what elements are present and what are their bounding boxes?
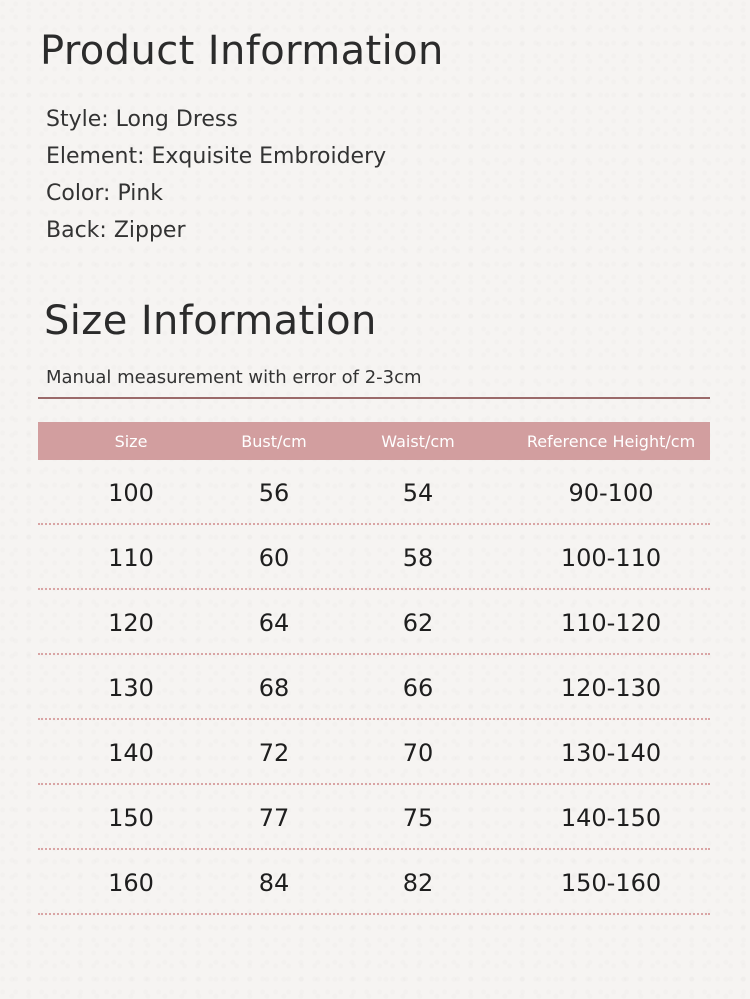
cell-bust: 56	[258, 478, 290, 507]
cell-waist: 58	[402, 543, 434, 572]
cell-bust: 72	[258, 738, 290, 767]
cell-size: 160	[108, 868, 154, 897]
section-divider	[38, 397, 710, 399]
table-row	[38, 720, 710, 785]
header-size: Size	[114, 431, 148, 451]
size-table-header	[38, 422, 710, 460]
cell-waist: 75	[402, 803, 434, 832]
product-attributes-list	[46, 101, 386, 249]
table-row	[38, 850, 710, 915]
cell-size: 140	[108, 738, 154, 767]
table-row	[38, 525, 710, 590]
table-row	[38, 785, 710, 850]
cell-waist: 66	[402, 673, 434, 702]
cell-waist: 70	[402, 738, 434, 767]
attribute-back: Back: Zipper	[46, 218, 186, 243]
cell-reference-height: 110-120	[560, 608, 662, 637]
table-row	[38, 460, 710, 525]
attribute-color: Color: Pink	[46, 181, 164, 206]
cell-waist: 54	[402, 478, 434, 507]
header-reference-height: Reference Height/cm	[526, 431, 696, 451]
cell-reference-height: 130-140	[560, 738, 662, 767]
header-bust: Bust/cm	[241, 431, 307, 451]
cell-reference-height: 140-150	[560, 803, 662, 832]
cell-size: 150	[108, 803, 154, 832]
size-information-title: Size Information	[44, 298, 377, 344]
cell-size: 100	[108, 478, 154, 507]
cell-bust: 68	[258, 673, 290, 702]
cell-bust: 64	[258, 608, 290, 637]
cell-reference-height: 150-160	[560, 868, 662, 897]
measurement-note: Manual measurement with error of 2-3cm	[46, 367, 422, 388]
header-waist: Waist/cm	[381, 431, 455, 451]
attribute-style: Style: Long Dress	[46, 107, 238, 132]
size-table-body	[38, 460, 710, 915]
cell-size: 120	[108, 608, 154, 637]
cell-bust: 60	[258, 543, 290, 572]
cell-bust: 84	[258, 868, 290, 897]
cell-size: 110	[108, 543, 154, 572]
table-row	[38, 655, 710, 720]
cell-reference-height: 100-110	[560, 543, 662, 572]
product-information-title: Product Information	[40, 28, 444, 74]
cell-waist: 82	[402, 868, 434, 897]
cell-bust: 77	[258, 803, 290, 832]
cell-waist: 62	[402, 608, 434, 637]
size-table	[38, 422, 710, 915]
cell-size: 130	[108, 673, 154, 702]
table-row	[38, 590, 710, 655]
cell-reference-height: 90-100	[568, 478, 654, 507]
attribute-element: Element: Exquisite Embroidery	[46, 144, 387, 169]
cell-reference-height: 120-130	[560, 673, 662, 702]
